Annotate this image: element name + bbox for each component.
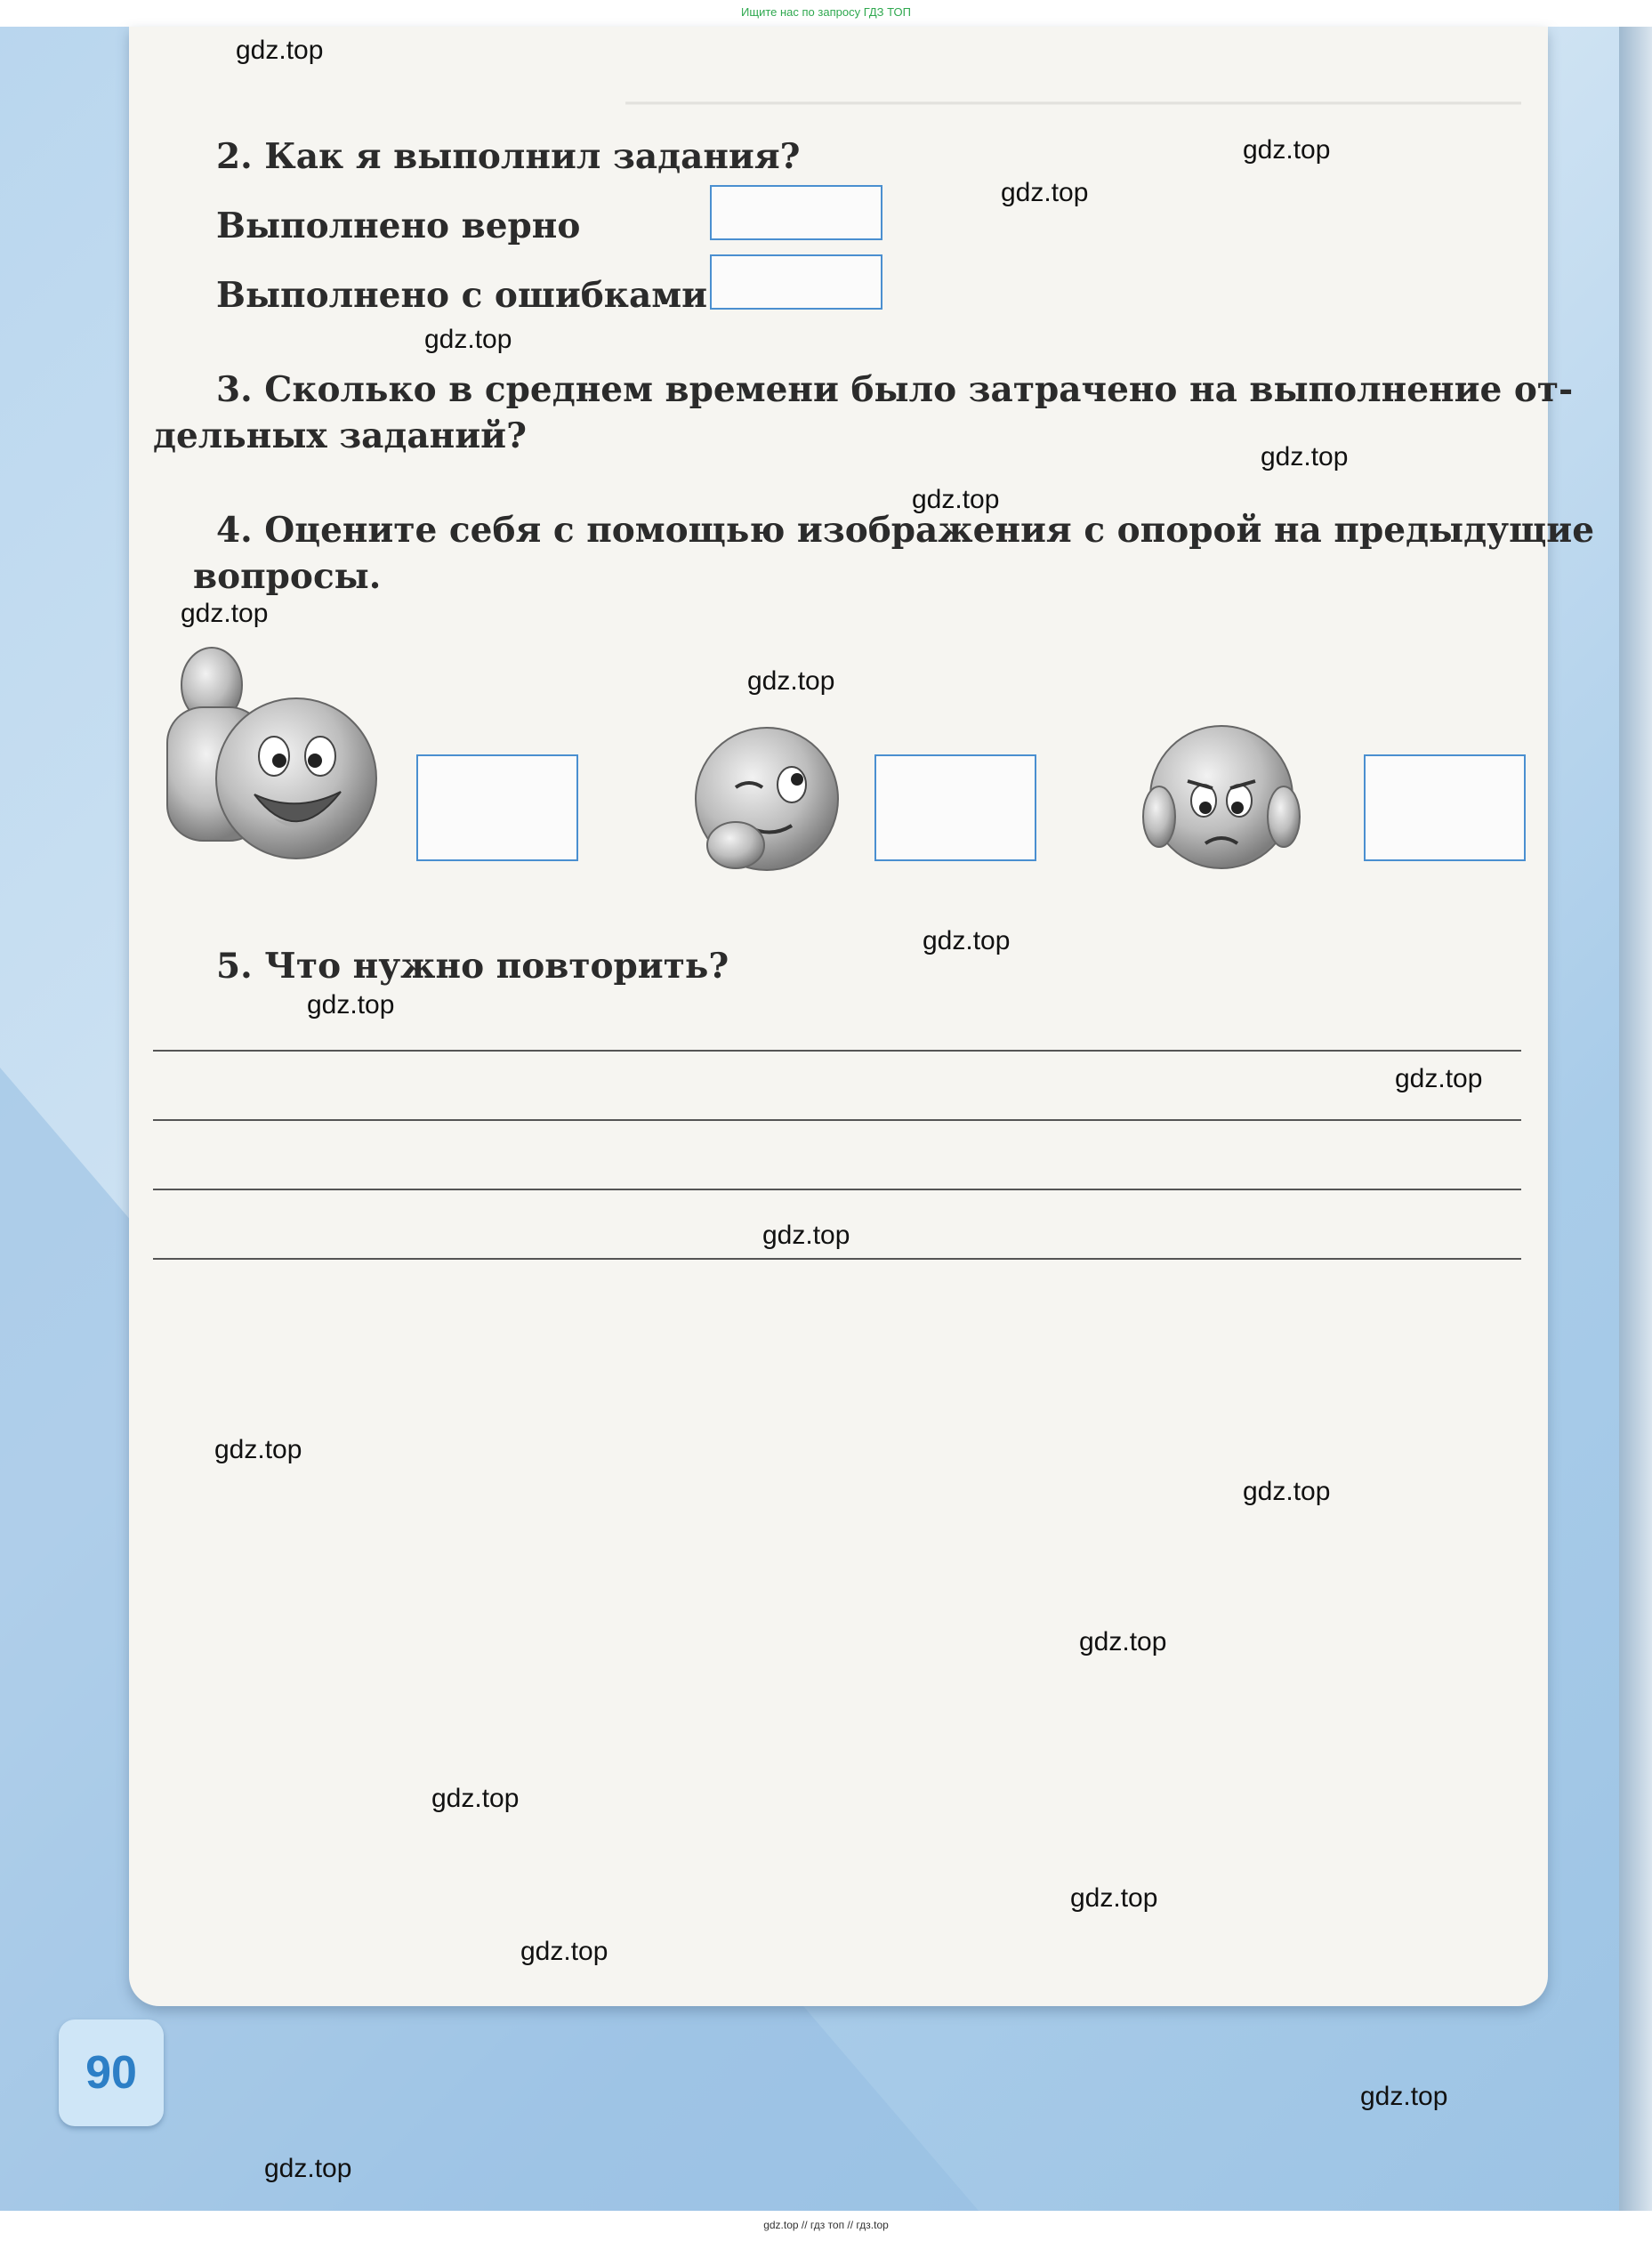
- watermark: gdz.top: [762, 1221, 850, 1250]
- self-rating-box-poor[interactable]: [1364, 754, 1526, 861]
- watermark: gdz.top: [424, 325, 512, 354]
- thumbs-up-smiley-icon: [149, 645, 390, 876]
- winking-thinking-smiley-icon: [687, 721, 847, 881]
- answer-line[interactable]: [153, 1189, 1521, 1190]
- watermark: gdz.top: [1243, 1477, 1331, 1506]
- watermark: gdz.top: [431, 1784, 520, 1813]
- question-3-line-2: дельных заданий?: [153, 415, 527, 456]
- page-number: 90: [59, 2019, 164, 2126]
- answer-line[interactable]: [153, 1258, 1521, 1260]
- question-4-line-1: 4. Оцените себя с помощью изображения с опорой на предыдущие: [216, 510, 1595, 551]
- watermark: gdz.top: [307, 990, 395, 1020]
- watermark: gdz.top: [1395, 1064, 1483, 1093]
- option-correct-checkbox[interactable]: [710, 185, 882, 240]
- worried-smiley-icon: [1141, 719, 1301, 879]
- question-3-line-1: 3. Сколько в среднем времени было затрачено на выполнение от-: [216, 369, 1574, 410]
- bottom-note: gdz.top // гдз топ // гдз.top: [763, 2219, 889, 2231]
- watermark: gdz.top: [747, 666, 835, 696]
- self-rating-box-good[interactable]: [874, 754, 1036, 861]
- question-4-line-2: вопросы.: [193, 556, 382, 597]
- answer-line[interactable]: [153, 1119, 1521, 1121]
- option-errors-label: Выполнено с ошибками: [216, 275, 708, 316]
- watermark: gdz.top: [1079, 1627, 1167, 1657]
- self-rating-box-excellent[interactable]: [416, 754, 578, 861]
- option-errors-checkbox[interactable]: [710, 254, 882, 310]
- watermark: gdz.top: [264, 2154, 352, 2183]
- watermark: gdz.top: [923, 926, 1011, 955]
- top-note: Ищите нас по запросу ГДЗ ТОП: [741, 5, 911, 19]
- question-2: 2. Как я выполнил задания?: [216, 136, 801, 177]
- watermark: gdz.top: [912, 485, 1000, 514]
- watermark: gdz.top: [236, 36, 324, 65]
- watermark: gdz.top: [520, 1937, 608, 1966]
- watermark: gdz.top: [1360, 2082, 1448, 2111]
- watermark: gdz.top: [214, 1435, 302, 1464]
- question-5: 5. Что нужно повторить?: [216, 946, 729, 987]
- answer-line[interactable]: [153, 1050, 1521, 1052]
- watermark: gdz.top: [181, 599, 269, 628]
- watermark: gdz.top: [1243, 135, 1331, 165]
- watermark: gdz.top: [1070, 1883, 1158, 1913]
- watermark: gdz.top: [1261, 442, 1349, 472]
- option-correct-label: Выполнено верно: [216, 206, 581, 246]
- book-spine: [1619, 27, 1652, 2211]
- watermark: gdz.top: [1001, 178, 1089, 207]
